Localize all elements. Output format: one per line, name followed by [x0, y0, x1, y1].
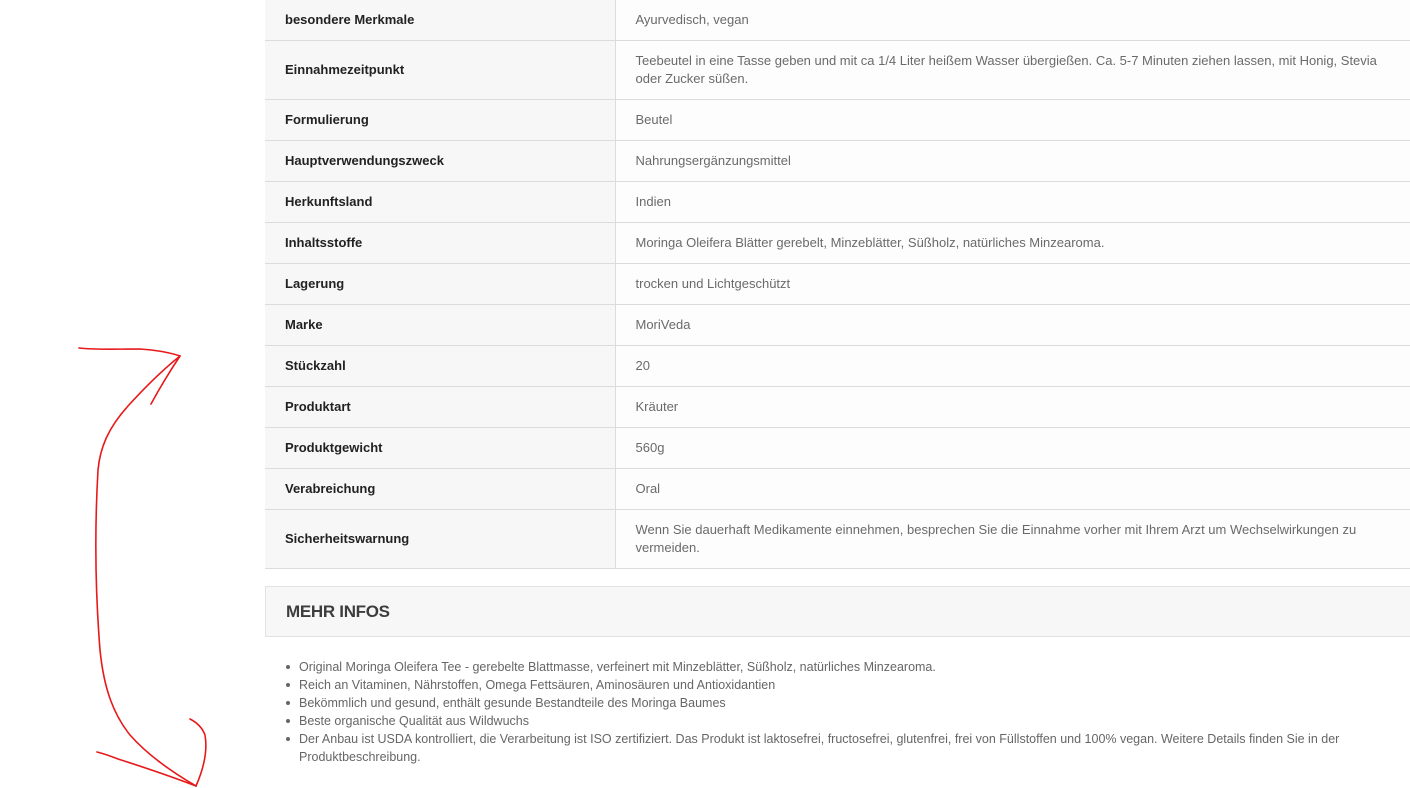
table-row [265, 100, 1410, 141]
spec-value: Oral [615, 469, 1410, 510]
list-item: Original Moringa Oleifera Tee - gerebelte Blattmasse, verfeinert mit Minzeblätter, Süßholz, natürliches Minzearoma. [299, 658, 1409, 676]
table-row [265, 387, 1410, 428]
table-row [265, 305, 1410, 346]
table-row [265, 510, 1410, 569]
spec-key: Lagerung [265, 264, 615, 305]
list-item: Reich an Vitaminen, Nährstoffen, Omega Fettsäuren, Aminosäuren und Antioxidantien [299, 676, 1409, 694]
spec-key: Produktart [265, 387, 615, 428]
more-infos-list [285, 658, 1409, 766]
list-item: Bekömmlich und gesund, enthält gesunde Bestandteile des Moringa Baumes [299, 694, 1409, 712]
spec-key: Marke [265, 305, 615, 346]
table-row [265, 182, 1410, 223]
spec-key: besondere Merkmale [265, 0, 615, 41]
table-row [265, 469, 1410, 510]
spec-value: Teebeutel in eine Tasse geben und mit ca 1/4 Liter heißem Wasser übergießen. Ca. 5-7 Minuten ziehen lassen, mit Honig, Stevia oder Zucker süßen. [615, 41, 1410, 100]
spec-value: Moringa Oleifera Blätter gerebelt, Minzeblätter, Süßholz, natürliches Minzearoma. [615, 223, 1410, 264]
spec-value: Wenn Sie dauerhaft Medikamente einnehmen, besprechen Sie die Einnahme vorher mit Ihrem Arzt um Wechselwirkungen zu vermeiden. [615, 510, 1410, 569]
spec-key: Sicherheitswarnung [265, 510, 615, 569]
spec-value: Beutel [615, 100, 1410, 141]
spec-key: Stückzahl [265, 346, 615, 387]
spec-value: Ayurvedisch, vegan [615, 0, 1410, 41]
spec-value: 20 [615, 346, 1410, 387]
spec-value: trocken und Lichtgeschützt [615, 264, 1410, 305]
spec-value: Nahrungsergänzungsmittel [615, 141, 1410, 182]
spec-key: Verabreichung [265, 469, 615, 510]
spec-value: Indien [615, 182, 1410, 223]
more-infos-header [265, 586, 1410, 637]
table-row [265, 428, 1410, 469]
product-specs-table [265, 0, 1410, 569]
table-row [265, 264, 1410, 305]
spec-value: 560g [615, 428, 1410, 469]
spec-key: Hauptverwendungszweck [265, 141, 615, 182]
more-infos-title: MEHR INFOS [286, 602, 390, 621]
spec-key: Produktgewicht [265, 428, 615, 469]
spec-key: Einnahmezeitpunkt [265, 41, 615, 100]
spec-key: Herkunftsland [265, 182, 615, 223]
table-row [265, 346, 1410, 387]
list-item: Beste organische Qualität aus Wildwuchs [299, 712, 1409, 730]
spec-key: Formulierung [265, 100, 615, 141]
spec-value: MoriVeda [615, 305, 1410, 346]
spec-value: Kräuter [615, 387, 1410, 428]
spec-key: Inhaltsstoffe [265, 223, 615, 264]
table-row [265, 41, 1410, 100]
list-item: Der Anbau ist USDA kontrolliert, die Verarbeitung ist ISO zertifiziert. Das Produkt ist laktosefrei, fructosefrei, glutenfrei, frei von Füllstoffen und 100% vegan. Weitere Details finden Sie in der Produktbeschreibung. [299, 730, 1409, 766]
table-row [265, 223, 1410, 264]
table-row [265, 141, 1410, 182]
table-row [265, 0, 1410, 41]
